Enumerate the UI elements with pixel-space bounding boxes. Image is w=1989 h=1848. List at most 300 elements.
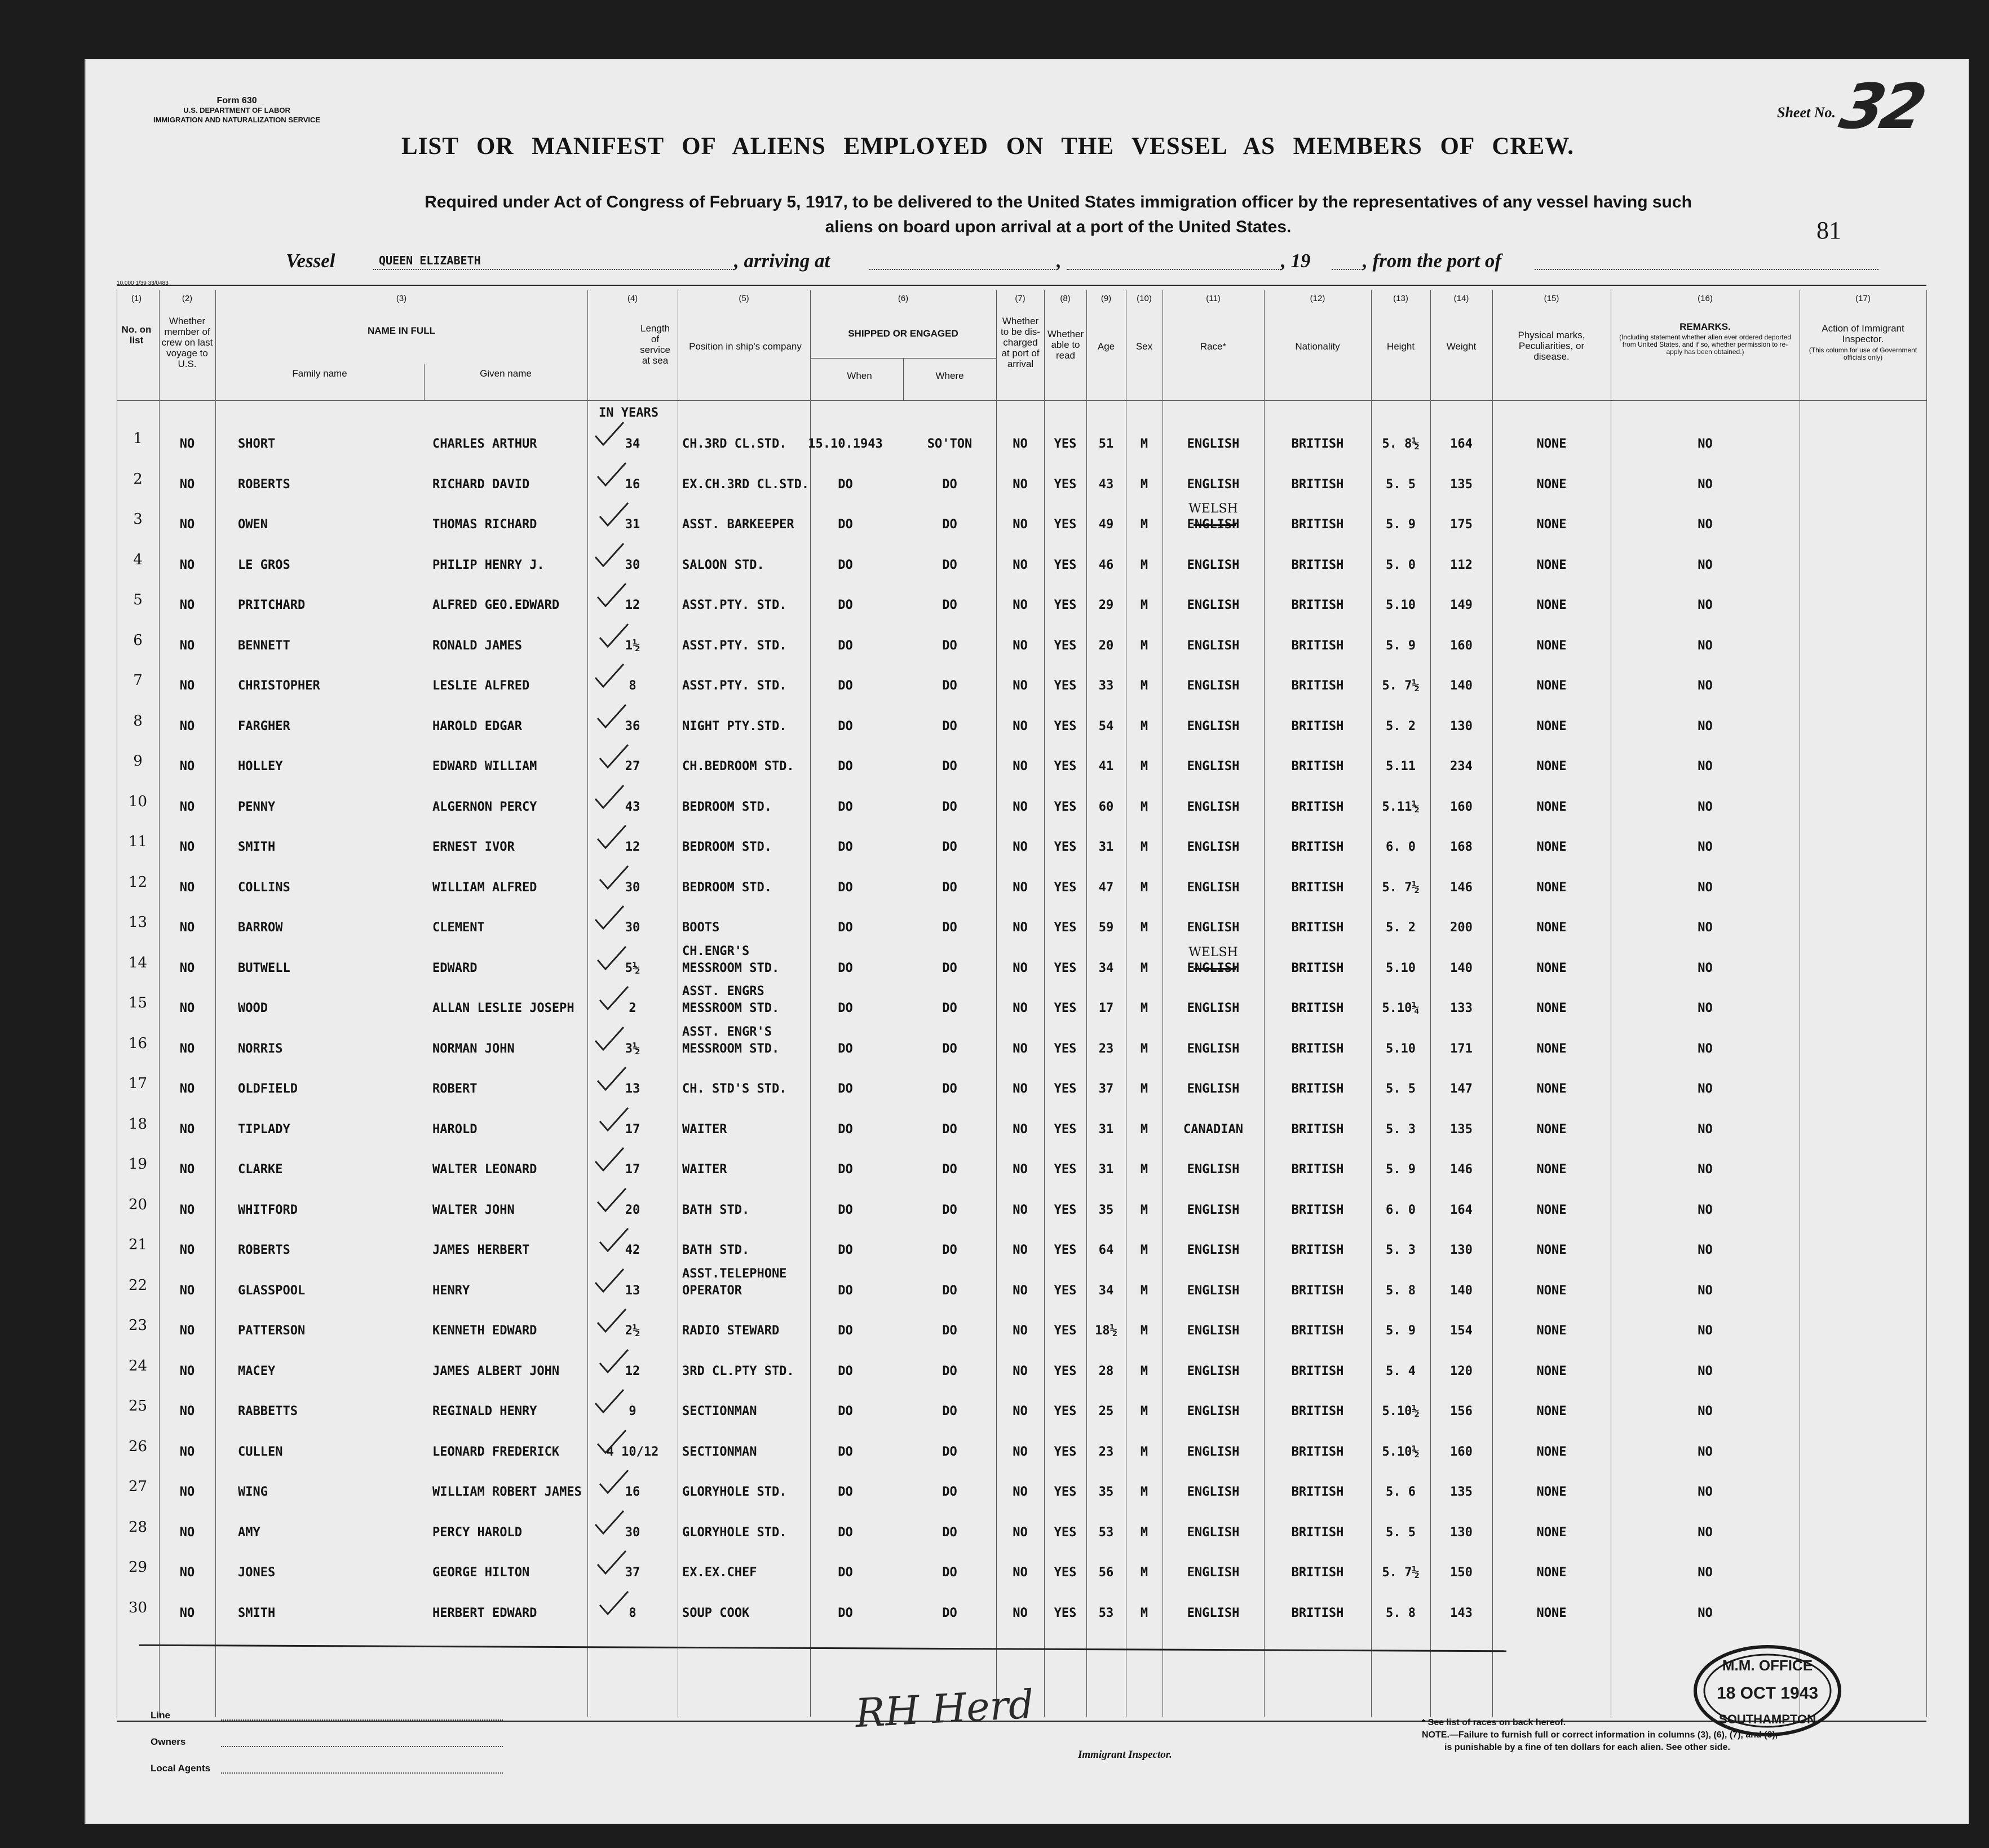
cell-nationality: BRITISH xyxy=(1291,558,1344,572)
cell-discharge: NO xyxy=(1013,799,1028,814)
cell-crew: NO xyxy=(179,1001,195,1015)
cell-race: ENGLISH xyxy=(1187,1606,1240,1620)
cell-remarks: NO xyxy=(1698,880,1713,895)
cell-service: 20 xyxy=(625,1202,640,1217)
cell-where: DO xyxy=(942,1202,957,1217)
cell-crew: NO xyxy=(179,719,195,733)
cell-when: DO xyxy=(838,638,853,653)
cell-nationality: BRITISH xyxy=(1291,437,1344,451)
cell-race: ENGLISH xyxy=(1187,598,1240,612)
cell-weight: 164 xyxy=(1450,437,1473,451)
cell-position: SOUP COOK xyxy=(682,1606,750,1620)
cell-family: RABBETTS xyxy=(238,1404,298,1418)
cell-age: 51 xyxy=(1098,437,1114,451)
cell-height: 5.10½ xyxy=(1382,1404,1420,1418)
cell-remarks: NO xyxy=(1698,1082,1713,1096)
cell-given: ALGERNON PERCY xyxy=(432,799,537,814)
col3b-header: Given name xyxy=(480,368,532,379)
cell-remarks: NO xyxy=(1698,1525,1713,1540)
cell-where: DO xyxy=(942,719,957,733)
cell-when: DO xyxy=(838,921,853,935)
cell-nationality: BRITISH xyxy=(1291,518,1344,532)
cell-position: MESSROOM STD. xyxy=(682,1041,780,1056)
cell-family: FARGHER xyxy=(238,719,290,733)
cell-service: 5½ xyxy=(625,961,640,975)
cell-position: 3RD CL.PTY STD. xyxy=(682,1364,794,1378)
cell-discharge: NO xyxy=(1013,1525,1028,1540)
cell-position: WAITER xyxy=(682,1162,727,1177)
cell-marks: NONE xyxy=(1536,1001,1567,1015)
cell-age: 23 xyxy=(1098,1444,1114,1459)
cell-sex: M xyxy=(1140,799,1148,814)
stamp-place-text: SOUTHAMPTON xyxy=(1719,1712,1816,1726)
cell-marks: NONE xyxy=(1536,961,1567,975)
cell-remarks: NO xyxy=(1698,679,1713,693)
stamp-office-text: M.M. OFFICE xyxy=(1722,1657,1813,1674)
col1-number: (1) xyxy=(131,294,142,303)
cell-when: DO xyxy=(838,1606,853,1620)
cell-marks: NONE xyxy=(1536,638,1567,653)
col8-header: Whether able to read xyxy=(1047,329,1084,361)
cell-read: YES xyxy=(1054,679,1077,693)
cell-read: YES xyxy=(1054,1525,1077,1540)
cell-age: 53 xyxy=(1098,1525,1114,1540)
cell-race: ENGLISH xyxy=(1187,1566,1240,1580)
manifest-sheet xyxy=(85,59,1969,1824)
cell-position: BATH STD. xyxy=(682,1243,750,1257)
cell-family: BENNETT xyxy=(238,638,290,653)
cell-sex: M xyxy=(1140,638,1148,653)
department: U.S. DEPARTMENT OF LABOR xyxy=(183,106,290,114)
cell-height: 5.10 xyxy=(1386,961,1416,975)
cell-race: ENGLISH xyxy=(1187,638,1240,653)
cell-no: 21 xyxy=(128,1236,148,1253)
cell-nationality: BRITISH xyxy=(1291,598,1344,612)
cell-given: JAMES ALBERT JOHN xyxy=(432,1364,560,1378)
col16-number: (16) xyxy=(1698,294,1713,303)
cell-when: DO xyxy=(838,961,853,975)
cell-race: ENGLISH xyxy=(1187,1082,1240,1096)
col9-number: (9) xyxy=(1100,294,1112,303)
col15-number: (15) xyxy=(1544,294,1559,303)
cell-height: 5. 7½ xyxy=(1382,679,1420,693)
cell-marks: NONE xyxy=(1536,1606,1567,1620)
check-mark xyxy=(595,581,629,612)
cell-crew: NO xyxy=(179,1364,195,1378)
inspector-label: Immigrant Inspector. xyxy=(1078,1749,1172,1761)
check-mark xyxy=(598,864,631,895)
cell-weight: 140 xyxy=(1450,1283,1473,1298)
cell-service: 30 xyxy=(625,1525,640,1540)
cell-given: HENRY xyxy=(432,1283,470,1298)
cell-where: DO xyxy=(942,1606,957,1620)
cell-height: 5. 8 xyxy=(1386,1283,1416,1298)
cell-sex: M xyxy=(1140,1606,1148,1620)
cell-no: 16 xyxy=(128,1034,148,1052)
cell-when: DO xyxy=(838,1485,853,1499)
check-mark xyxy=(593,1267,627,1298)
cell-nationality: BRITISH xyxy=(1291,1122,1344,1137)
cell-position: SECTIONMAN xyxy=(682,1444,757,1459)
cell-weight: 160 xyxy=(1450,638,1473,653)
cell-service: 42 xyxy=(625,1243,640,1257)
check-mark xyxy=(595,1307,629,1338)
cell-crew: NO xyxy=(179,598,195,612)
check-mark xyxy=(593,904,627,935)
col6b-header: Where xyxy=(935,370,964,381)
service: IMMIGRATION AND NATURALIZATION SERVICE xyxy=(153,116,321,124)
cell-crew: NO xyxy=(179,1404,195,1418)
cell-crew: NO xyxy=(179,1283,195,1298)
cell-nationality: BRITISH xyxy=(1291,719,1344,733)
cell-sex: M xyxy=(1140,961,1148,975)
col10-number: (10) xyxy=(1137,294,1152,303)
cell-sex: M xyxy=(1140,759,1148,773)
cell-no: 17 xyxy=(128,1075,148,1092)
cell-service: 13 xyxy=(625,1082,640,1096)
cell-where: DO xyxy=(942,1404,957,1418)
cell-height: 5. 9 xyxy=(1386,638,1416,653)
cell-marks: NONE xyxy=(1536,719,1567,733)
year-fill-line xyxy=(1332,269,1363,270)
cell-age: 33 xyxy=(1098,679,1114,693)
cell-age: 35 xyxy=(1098,1485,1114,1499)
cell-family: WING xyxy=(238,1485,268,1499)
cell-where: DO xyxy=(942,1364,957,1378)
office-stamp xyxy=(1691,1643,1844,1738)
col4-header: Length of service at sea xyxy=(640,323,670,366)
cell-marks: NONE xyxy=(1536,1243,1567,1257)
cell-when: DO xyxy=(838,1122,853,1137)
check-mark xyxy=(598,501,631,532)
arriving-fill-line xyxy=(869,269,1055,270)
cell-marks: NONE xyxy=(1536,1082,1567,1096)
cell-age: 29 xyxy=(1098,598,1114,612)
cell-weight: 135 xyxy=(1450,477,1473,492)
cell-remarks: NO xyxy=(1698,1122,1713,1137)
check-mark xyxy=(598,1468,631,1499)
cell-no: 27 xyxy=(128,1478,148,1495)
cell-where: DO xyxy=(942,518,957,532)
col16-note: (Including statement whether alien ever ordered deported from United States, and if so, whether permission to re-apply has been obtained.) xyxy=(1619,333,1791,356)
col17-header: Action of Immigrant Inspector. xyxy=(1822,323,1904,344)
cell-discharge: NO xyxy=(1013,1202,1028,1217)
cell-no: 30 xyxy=(128,1599,148,1616)
col6-subdivider xyxy=(903,358,904,400)
cell-crew: NO xyxy=(179,1202,195,1217)
cell-discharge: NO xyxy=(1013,598,1028,612)
cell-discharge: NO xyxy=(1013,1122,1028,1137)
cell-discharge: NO xyxy=(1013,1404,1028,1418)
cell-height: 5. 9 xyxy=(1386,518,1416,532)
cell-where: DO xyxy=(942,477,957,492)
cell-when: DO xyxy=(838,1243,853,1257)
cell-family: OLDFIELD xyxy=(238,1082,298,1096)
cell-height: 5. 8 xyxy=(1386,1606,1416,1620)
cell-race: ENGLISH xyxy=(1187,1485,1240,1499)
cell-nationality: BRITISH xyxy=(1291,1606,1344,1620)
cell-discharge: NO xyxy=(1013,638,1028,653)
print-code: 10,000 1/39 33/0483 xyxy=(117,280,169,286)
cell-when: DO xyxy=(838,1041,853,1056)
cell-nationality: BRITISH xyxy=(1291,799,1344,814)
cell-family: HOLLEY xyxy=(238,759,283,773)
col14-number: (14) xyxy=(1453,294,1469,303)
form-number: Form 630 xyxy=(216,96,257,105)
cell-marks: NONE xyxy=(1536,1444,1567,1459)
cell-no: 15 xyxy=(128,994,148,1011)
col4-number: (4) xyxy=(627,294,638,303)
cell-read: YES xyxy=(1054,719,1077,733)
cell-age: 34 xyxy=(1098,1283,1114,1298)
cell-position: MESSROOM STD. xyxy=(682,961,780,975)
cell-given: PHILIP HENRY J. xyxy=(432,558,545,572)
cell-service: 13 xyxy=(625,1283,640,1298)
cell-nationality: BRITISH xyxy=(1291,1364,1344,1378)
cell-position: WAITER xyxy=(682,1122,727,1137)
cell-age: 31 xyxy=(1098,840,1114,854)
cell-weight: 130 xyxy=(1450,1525,1473,1540)
cell-where: DO xyxy=(942,1283,957,1298)
cell-weight: 135 xyxy=(1450,1122,1473,1137)
cell-position: CH.3RD CL.STD. xyxy=(682,437,787,451)
cell-remarks: NO xyxy=(1698,598,1713,612)
check-mark xyxy=(593,1509,627,1540)
cell-service: 9 xyxy=(629,1404,637,1418)
cell-where: DO xyxy=(942,1566,957,1580)
sheet-no-label: Sheet No. xyxy=(1777,104,1836,121)
cell-crew: NO xyxy=(179,477,195,492)
cell-remarks: NO xyxy=(1698,1566,1713,1580)
cell-service: 17 xyxy=(625,1122,640,1137)
cell-nationality: BRITISH xyxy=(1291,921,1344,935)
cell-remarks: NO xyxy=(1698,1162,1713,1177)
cell-read: YES xyxy=(1054,759,1077,773)
cell-family: LE GROS xyxy=(238,558,290,572)
col12-number: (12) xyxy=(1310,294,1325,303)
cell-family: SHORT xyxy=(238,437,276,451)
cell-marks: NONE xyxy=(1536,1485,1567,1499)
cell-crew: NO xyxy=(179,961,195,975)
cell-given: LESLIE ALFRED xyxy=(432,679,530,693)
check-mark xyxy=(595,1428,629,1459)
vessel-fill-line xyxy=(373,269,734,270)
cell-remarks: NO xyxy=(1698,477,1713,492)
cell-crew: NO xyxy=(179,1324,195,1338)
check-mark xyxy=(598,622,631,653)
cell-when: DO xyxy=(838,880,853,895)
race-strikethrough xyxy=(1194,968,1236,970)
cell-race: ENGLISH xyxy=(1187,1162,1240,1177)
cell-no: 26 xyxy=(128,1438,148,1455)
cell-age: 59 xyxy=(1098,921,1114,935)
cell-no: 6 xyxy=(133,631,143,649)
cell-no: 24 xyxy=(128,1357,148,1374)
col2-number: (2) xyxy=(182,294,193,303)
cell-where: DO xyxy=(942,598,957,612)
col13-number: (13) xyxy=(1393,294,1408,303)
check-mark xyxy=(598,1347,631,1378)
cell-sex: M xyxy=(1140,1082,1148,1096)
col14-header: Weight xyxy=(1446,341,1477,352)
cell-race: ENGLISH xyxy=(1187,759,1240,773)
cell-no: 13 xyxy=(128,914,148,931)
cell-read: YES xyxy=(1054,1444,1077,1459)
cell-read: YES xyxy=(1054,1243,1077,1257)
col6-header: SHIPPED OR ENGAGED xyxy=(848,328,958,339)
cell-sex: M xyxy=(1140,1283,1148,1298)
cell-discharge: NO xyxy=(1013,1082,1028,1096)
cell-height: 5.10½ xyxy=(1382,1444,1420,1459)
cell-where: DO xyxy=(942,1082,957,1096)
cell-nationality: BRITISH xyxy=(1291,1444,1344,1459)
cell-race: ENGLISH xyxy=(1187,1444,1240,1459)
col2-header: Whether member of crew on last voyage to U.S. xyxy=(161,316,213,369)
cell-where: DO xyxy=(942,1485,957,1499)
cell-crew: NO xyxy=(179,518,195,532)
in-years-label: IN YEARS xyxy=(599,406,658,420)
footnote-penalty-2: is punishable by a fine of ten dollars for each alien. See other side. xyxy=(1444,1743,1730,1752)
cell-read: YES xyxy=(1054,1082,1077,1096)
line-label: Line xyxy=(151,1710,170,1721)
cell-read: YES xyxy=(1054,840,1077,854)
inspector-signature: RH Herd xyxy=(854,1681,1035,1737)
cell-family: CULLEN xyxy=(238,1444,283,1459)
cell-when: DO xyxy=(838,1283,853,1298)
cell-position: BOOTS xyxy=(682,921,720,935)
check-mark xyxy=(593,662,627,693)
cell-height: 5.10 xyxy=(1386,598,1416,612)
cell-discharge: NO xyxy=(1013,719,1028,733)
cell-sex: M xyxy=(1140,598,1148,612)
cell-given: EDWARD WILLIAM xyxy=(432,759,537,773)
cell-nationality: BRITISH xyxy=(1291,1082,1344,1096)
cell-position: ASST.PTY. STD. xyxy=(682,679,787,693)
col12-header: Nationality xyxy=(1295,341,1340,352)
cell-sex: M xyxy=(1140,679,1148,693)
cell-given: ROBERT xyxy=(432,1082,478,1096)
cell-race: ENGLISH xyxy=(1187,719,1240,733)
cell-height: 5.10 xyxy=(1386,1041,1416,1056)
cell-read: YES xyxy=(1054,1202,1077,1217)
cell-position: SALOON STD. xyxy=(682,558,764,572)
cell-remarks: NO xyxy=(1698,799,1713,814)
cell-height: 5.11½ xyxy=(1382,799,1420,814)
col6a-header: When xyxy=(847,370,872,381)
cell-discharge: NO xyxy=(1013,1444,1028,1459)
cell-remarks: NO xyxy=(1698,719,1713,733)
cell-no: 4 xyxy=(133,551,143,568)
cell-remarks: NO xyxy=(1698,518,1713,532)
cell-given: JAMES HERBERT xyxy=(432,1243,530,1257)
cell-age: 31 xyxy=(1098,1162,1114,1177)
cell-remarks: NO xyxy=(1698,1041,1713,1056)
cell-marks: NONE xyxy=(1536,1283,1567,1298)
cell-weight: 120 xyxy=(1450,1364,1473,1378)
cell-weight: 150 xyxy=(1450,1566,1473,1580)
cell-race: ENGLISH xyxy=(1187,1283,1240,1298)
cell-position: ASST. BARKEEPER xyxy=(682,518,794,532)
cell-remarks: NO xyxy=(1698,1283,1713,1298)
check-mark xyxy=(595,461,629,492)
cell-height: 5. 5 xyxy=(1386,1525,1416,1540)
stamp-date-text: 18 OCT 1943 xyxy=(1716,1684,1819,1703)
cell-when: DO xyxy=(838,598,853,612)
cell-where: DO xyxy=(942,1162,957,1177)
cell-weight: 200 xyxy=(1450,921,1473,935)
cell-given: WALTER JOHN xyxy=(432,1202,515,1217)
cell-marks: NONE xyxy=(1536,1122,1567,1137)
cell-when: DO xyxy=(838,1404,853,1418)
cell-read: YES xyxy=(1054,1606,1077,1620)
cell-sex: M xyxy=(1140,921,1148,935)
cell-sex: M xyxy=(1140,518,1148,532)
cell-when: DO xyxy=(838,840,853,854)
cell-when: DO xyxy=(838,1324,853,1338)
cell-weight: 130 xyxy=(1450,719,1473,733)
check-mark xyxy=(595,1186,629,1217)
cell-no: 5 xyxy=(133,591,143,608)
col3-number: (3) xyxy=(396,294,407,303)
sheet-no-value: 32 xyxy=(1834,70,1929,143)
cell-discharge: NO xyxy=(1013,880,1028,895)
cell-position: GLORYHOLE STD. xyxy=(682,1525,787,1540)
cell-family: CLARKE xyxy=(238,1162,283,1177)
cell-service: 30 xyxy=(625,880,640,895)
cell-no: 23 xyxy=(128,1317,148,1334)
cell-position: CH.BEDROOM STD. xyxy=(682,759,794,773)
col16-header: REMARKS. xyxy=(1679,321,1731,332)
cell-discharge: NO xyxy=(1013,759,1028,773)
cell-when: DO xyxy=(838,1444,853,1459)
cell-when: DO xyxy=(838,1566,853,1580)
cell-height: 5. 4 xyxy=(1386,1364,1416,1378)
cell-service: 8 xyxy=(629,1606,637,1620)
cell-given: CLEMENT xyxy=(432,921,485,935)
cell-remarks: NO xyxy=(1698,437,1713,451)
local-agents-fill xyxy=(221,1772,503,1774)
cell-when: DO xyxy=(838,1001,853,1015)
cell-race: ENGLISH xyxy=(1187,1243,1240,1257)
check-mark xyxy=(595,823,629,854)
vessel-label: Vessel xyxy=(286,250,335,272)
cell-weight: 234 xyxy=(1450,759,1473,773)
cell-race-correction: WELSH xyxy=(1188,502,1238,516)
cell-position: BEDROOM STD. xyxy=(682,840,772,854)
cell-age: 23 xyxy=(1098,1041,1114,1056)
cell-service: 16 xyxy=(625,477,640,492)
cell-crew: NO xyxy=(179,1162,195,1177)
cell-read: YES xyxy=(1054,1566,1077,1580)
cell-discharge: NO xyxy=(1013,1566,1028,1580)
check-mark xyxy=(595,1065,629,1096)
col11-number: (11) xyxy=(1206,294,1221,303)
cell-marks: NONE xyxy=(1536,840,1567,854)
cell-age: 53 xyxy=(1098,1606,1114,1620)
cell-age: 25 xyxy=(1098,1404,1114,1418)
cell-service: 37 xyxy=(625,1566,640,1580)
cell-position: EX.EX.CHEF xyxy=(682,1566,757,1580)
cell-weight: 175 xyxy=(1450,518,1473,532)
cell-discharge: NO xyxy=(1013,961,1028,975)
cell-crew: NO xyxy=(179,1606,195,1620)
cell-crew: NO xyxy=(179,921,195,935)
column-rule xyxy=(215,290,216,1717)
col7-number: (7) xyxy=(1015,294,1026,303)
cell-age: 35 xyxy=(1098,1202,1114,1217)
cell-given: WILLIAM ALFRED xyxy=(432,880,537,895)
subtitle xyxy=(255,190,1862,240)
